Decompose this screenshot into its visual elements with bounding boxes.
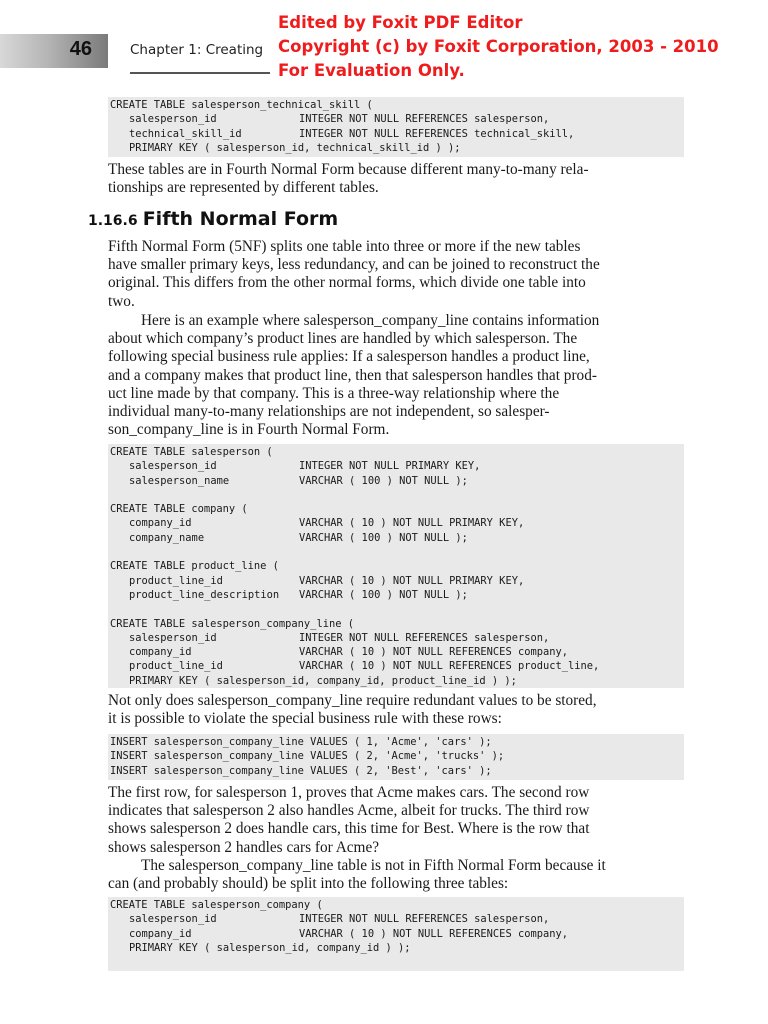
code-line — [110, 545, 684, 559]
code-column-type: VARCHAR ( 10 ) NOT NULL REFERENCES product_line, — [299, 660, 600, 673]
watermark-line-1: Edited by Foxit PDF Editor — [278, 13, 523, 32]
paragraph-redundancy — [108, 692, 684, 728]
code-column-type: VARCHAR ( 10 ) NOT NULL REFERENCES company, — [299, 927, 568, 940]
text-line: about which company’s product lines are handled by which salesperson. The — [108, 330, 578, 348]
running-head: Chapter 1: Creating — [130, 42, 264, 58]
code-line: CREATE TABLE salesperson ( — [110, 446, 273, 458]
code-line — [110, 112, 684, 126]
code-line — [110, 659, 684, 673]
watermark-line-2: Copyright (c) by Foxit Corporation, 2003 - 2010 — [278, 37, 719, 56]
paragraph-example — [108, 312, 684, 439]
code-line: CREATE TABLE salesperson_technical_skill ( — [110, 99, 373, 111]
page-number-tab — [0, 34, 108, 68]
watermark-line-3: For Evaluation Only. — [278, 61, 465, 80]
foxit-watermark — [278, 11, 719, 83]
code-line — [110, 127, 684, 141]
section-title: Fifth Normal Form — [142, 208, 339, 230]
code-column-name: product_line_id — [129, 660, 223, 673]
code-line: INSERT salesperson_company_line VALUES ( 2, 'Best', 'cars' ); — [110, 764, 492, 777]
code-line — [110, 516, 684, 530]
code-line — [110, 602, 684, 616]
code-line: PRIMARY KEY ( salesperson_id, technical_skill_id ) ); — [129, 141, 461, 154]
code-line — [110, 531, 684, 545]
code-column-name: salesperson_id — [129, 913, 217, 926]
code-line: CREATE TABLE company ( — [110, 503, 248, 516]
code-line — [110, 631, 684, 645]
code-column-name: company_id — [129, 646, 192, 659]
text-line: and a company makes that product line, then that salesperson handles that prod- — [108, 366, 597, 384]
code-line — [110, 927, 684, 941]
code-column-name: company_id — [129, 517, 192, 530]
code-column-name: salesperson_name — [129, 474, 230, 487]
text-line: it is possible to violate the special business rule with these rows: — [108, 710, 502, 728]
code-column-type: VARCHAR ( 100 ) NOT NULL ); — [299, 474, 468, 487]
code-column-type: VARCHAR ( 10 ) NOT NULL PRIMARY KEY, — [299, 574, 525, 587]
code-block-inserts — [108, 734, 684, 780]
code-column-name: salesperson_id — [129, 113, 217, 126]
code-line: INSERT salesperson_company_line VALUES ( 2, 'Acme', 'trucks' ); — [110, 750, 505, 763]
code-line: CREATE TABLE salesperson_company ( — [110, 899, 323, 911]
paragraph-split-tables — [108, 857, 684, 893]
text-line: Here is an example where salesperson_company_line contains information — [141, 312, 600, 329]
text-line: Fifth Normal Form (5NF) splits one table into three or more if the new tables — [108, 238, 581, 255]
code-line: INSERT salesperson_company_line VALUES ( 1, 'Acme', 'cars' ); — [110, 736, 492, 748]
code-column-type: INTEGER NOT NULL REFERENCES salesperson, — [299, 913, 550, 926]
text-line: following special business rule applies: If a salesperson handles a product line, — [108, 348, 590, 366]
section-heading — [88, 208, 338, 230]
text-line: uct line made by that company. This is a three-way relationship where the — [108, 384, 560, 402]
header-rule — [130, 72, 270, 74]
code-line — [110, 912, 684, 926]
code-block-create-tables — [108, 444, 684, 688]
text-line: can (and probably should) be split into the following three tables: — [108, 875, 509, 893]
code-line — [110, 574, 684, 588]
text-line: son_company_line is in Fourth Normal Form. — [108, 421, 390, 439]
text-line: The salesperson_company_line table is not in Fifth Normal Form because it — [141, 857, 606, 874]
paragraph-fourth-normal-form — [108, 161, 684, 197]
text-line: individual many-to-many relationships are not independent, so salesper- — [108, 402, 550, 420]
text-line: Not only does salesperson_company_line require redundant values to be stored, — [108, 692, 597, 709]
code-line — [110, 488, 684, 502]
section-number: 1.16.6 — [88, 213, 138, 229]
text-line: shows salesperson 2 does handle cars, this time for Best. Where is the row that — [108, 820, 590, 838]
page-number: 46 — [69, 38, 92, 60]
code-column-type: INTEGER NOT NULL PRIMARY KEY, — [299, 460, 481, 473]
text-line: original. This differs from the other normal forms, which divide one table into — [108, 274, 586, 292]
code-line — [110, 588, 684, 602]
code-line — [110, 459, 684, 473]
code-column-type: INTEGER NOT NULL REFERENCES salesperson, — [299, 631, 550, 644]
paragraph-rows-explanation — [108, 784, 684, 857]
text-line: have smaller primary keys, less redundancy, and can be joined to reconstruct the — [108, 256, 600, 274]
code-column-type: INTEGER NOT NULL REFERENCES technical_skill, — [299, 127, 575, 140]
code-column-type: VARCHAR ( 100 ) NOT NULL ); — [299, 588, 468, 601]
code-column-name: salesperson_id — [129, 460, 217, 473]
text-line: The first row, for salesperson 1, proves that Acme makes cars. The second row — [108, 784, 590, 801]
code-line — [110, 474, 684, 488]
code-line: PRIMARY KEY ( salesperson_id, company_id, product_line_id ) ); — [129, 674, 517, 687]
paragraph-5nf-definition — [108, 238, 684, 311]
code-block-salesperson-company — [108, 897, 684, 971]
code-column-type: VARCHAR ( 10 ) NOT NULL REFERENCES company, — [299, 646, 568, 659]
text-line: tionships are represented by different tables. — [108, 179, 379, 197]
text-line: indicates that salesperson 2 also handles Acme, albeit for trucks. The third row — [108, 802, 590, 820]
code-column-name: company_id — [129, 927, 192, 940]
code-line: CREATE TABLE product_line ( — [110, 560, 279, 573]
code-column-name: product_line_description — [129, 588, 280, 601]
code-column-type: VARCHAR ( 10 ) NOT NULL PRIMARY KEY, — [299, 517, 525, 530]
code-line: CREATE TABLE salesperson_company_line ( — [110, 617, 354, 630]
code-block-technical-skill — [108, 97, 684, 157]
code-column-name: salesperson_id — [129, 631, 217, 644]
text-line: two. — [108, 292, 135, 310]
code-column-type: INTEGER NOT NULL REFERENCES salesperson, — [299, 113, 550, 126]
code-column-name: product_line_id — [129, 574, 223, 587]
code-column-name: technical_skill_id — [129, 127, 242, 140]
code-line: PRIMARY KEY ( salesperson_id, company_id ) ); — [129, 941, 411, 954]
code-line — [110, 645, 684, 659]
code-column-type: VARCHAR ( 100 ) NOT NULL ); — [299, 531, 468, 544]
code-column-name: company_name — [129, 531, 205, 544]
text-line: shows salesperson 2 handles cars for Acme? — [108, 838, 380, 856]
text-line: These tables are in Fourth Normal Form because different many-to-many rela- — [108, 161, 589, 178]
